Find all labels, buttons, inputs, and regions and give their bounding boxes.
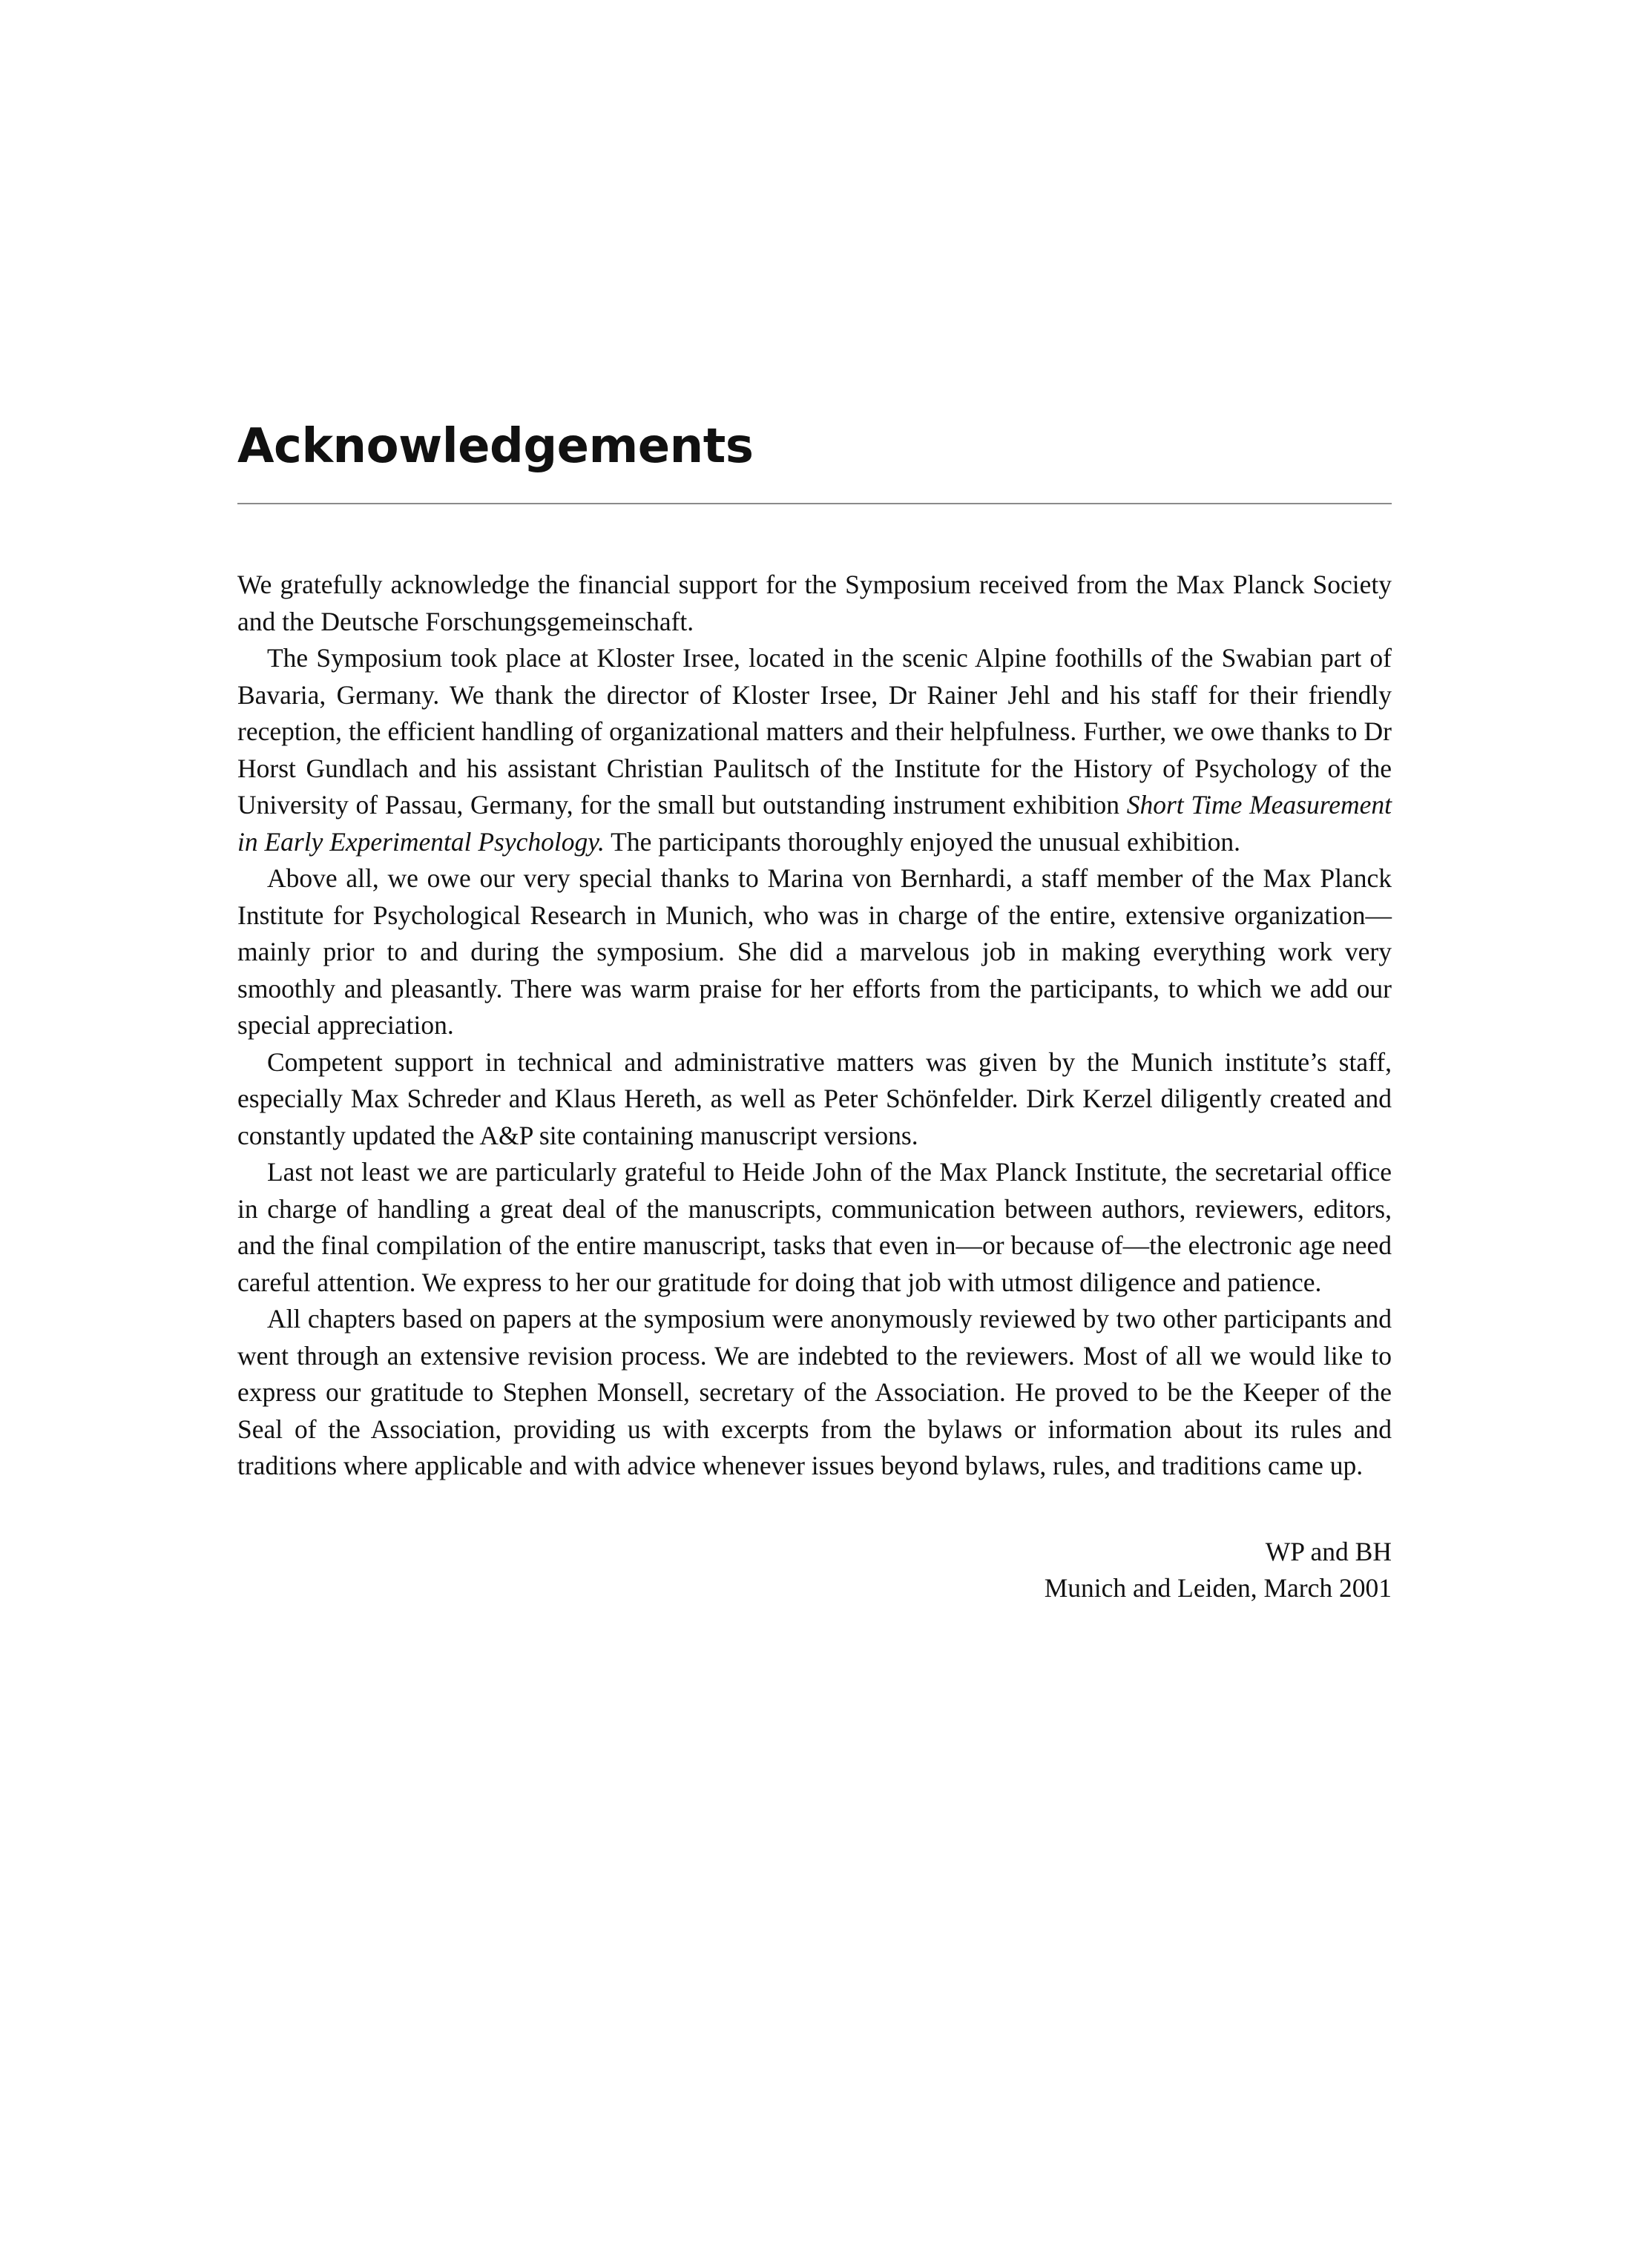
signature-block <box>237 1534 1392 1607</box>
signature-initials: WP and BH <box>1265 1536 1392 1566</box>
acknowledgements-body <box>237 567 1392 1485</box>
paragraph-2-text-end: The participants thoroughly enjoyed the unusual exhibition. <box>604 826 1241 857</box>
title-divider <box>237 503 1392 504</box>
paragraph-2-text-start: The Symposium took place at Kloster Irsee, located in the scenic Alpine foothills of the Swabian part of Bavaria, Germany. We thank the director of Kloster Irsee, Dr Rainer Jehl and his staff for their friendly reception, the efficient handling of organizational matters and their helpfulness. Further, we owe thanks to Dr Horst Gundlach and his assistant Christian Paulitsch of the Institute for the History of Psychology of the University of Passau, Germany, for the small but outstanding instrument exhibition <box>237 643 1392 820</box>
exhibition-title: Short Time Measurement in Early Experimental Psychology. <box>237 790 1392 857</box>
paragraph-3: Above all, we owe our very special thanks to Marina von Bernhardi, a staff member of the Max Planck Institute for Psychological Research in Munich, who was in charge of the entire, extensive organization—mainly prior to and during the symposium. She did a marvelous job in making everything work very smoothly and pleasantly. There was warm praise for her efforts from the participants, to which we add our special appreciation. <box>237 863 1392 1040</box>
paragraph-4: Competent support in technical and administrative matters was given by the Munich institute’s staff, especially Max Schreder and Klaus Hereth, as well as Peter Schönfelder. Dirk Kerzel diligently created and constantly updated the A&P site containing manuscript versions. <box>237 1046 1392 1150</box>
paragraph-1: We gratefully acknowledge the financial support for the Symposium received from the Max Planck Society and the Deutsche Forschungsgemeinschaft. <box>237 570 1392 636</box>
paragraph-6: All chapters based on papers at the symposium were anonymously reviewed by two other participants and went through an extensive revision process. We are indebted to the reviewers. Most of all we would like to express our gratitude to Stephen Monsell, secretary of the Association. He proved to be the Keeper of the Seal of the Association, providing us with excerpts from the bylaws or information about its rules and traditions where applicable and with advice whenever issues beyond bylaws, rules, and traditions came up. <box>237 1304 1392 1480</box>
signature-place-date: Munich and Leiden, March 2001 <box>1044 1573 1392 1603</box>
page-title: Acknowledgements <box>237 419 754 474</box>
paragraph-2 <box>237 640 1392 860</box>
paragraph-5: Last not least we are particularly grateful to Heide John of the Max Planck Institute, the secretarial office in charge of handling a great deal of the manuscripts, communication between authors, reviewers, editors, and the final compilation of the entire manuscript, tasks that even in—or because of—the electronic age need careful attention. We express to her our gratitude for doing that job with utmost diligence and patience. <box>237 1157 1392 1297</box>
acknowledgements-page <box>237 415 1392 1607</box>
